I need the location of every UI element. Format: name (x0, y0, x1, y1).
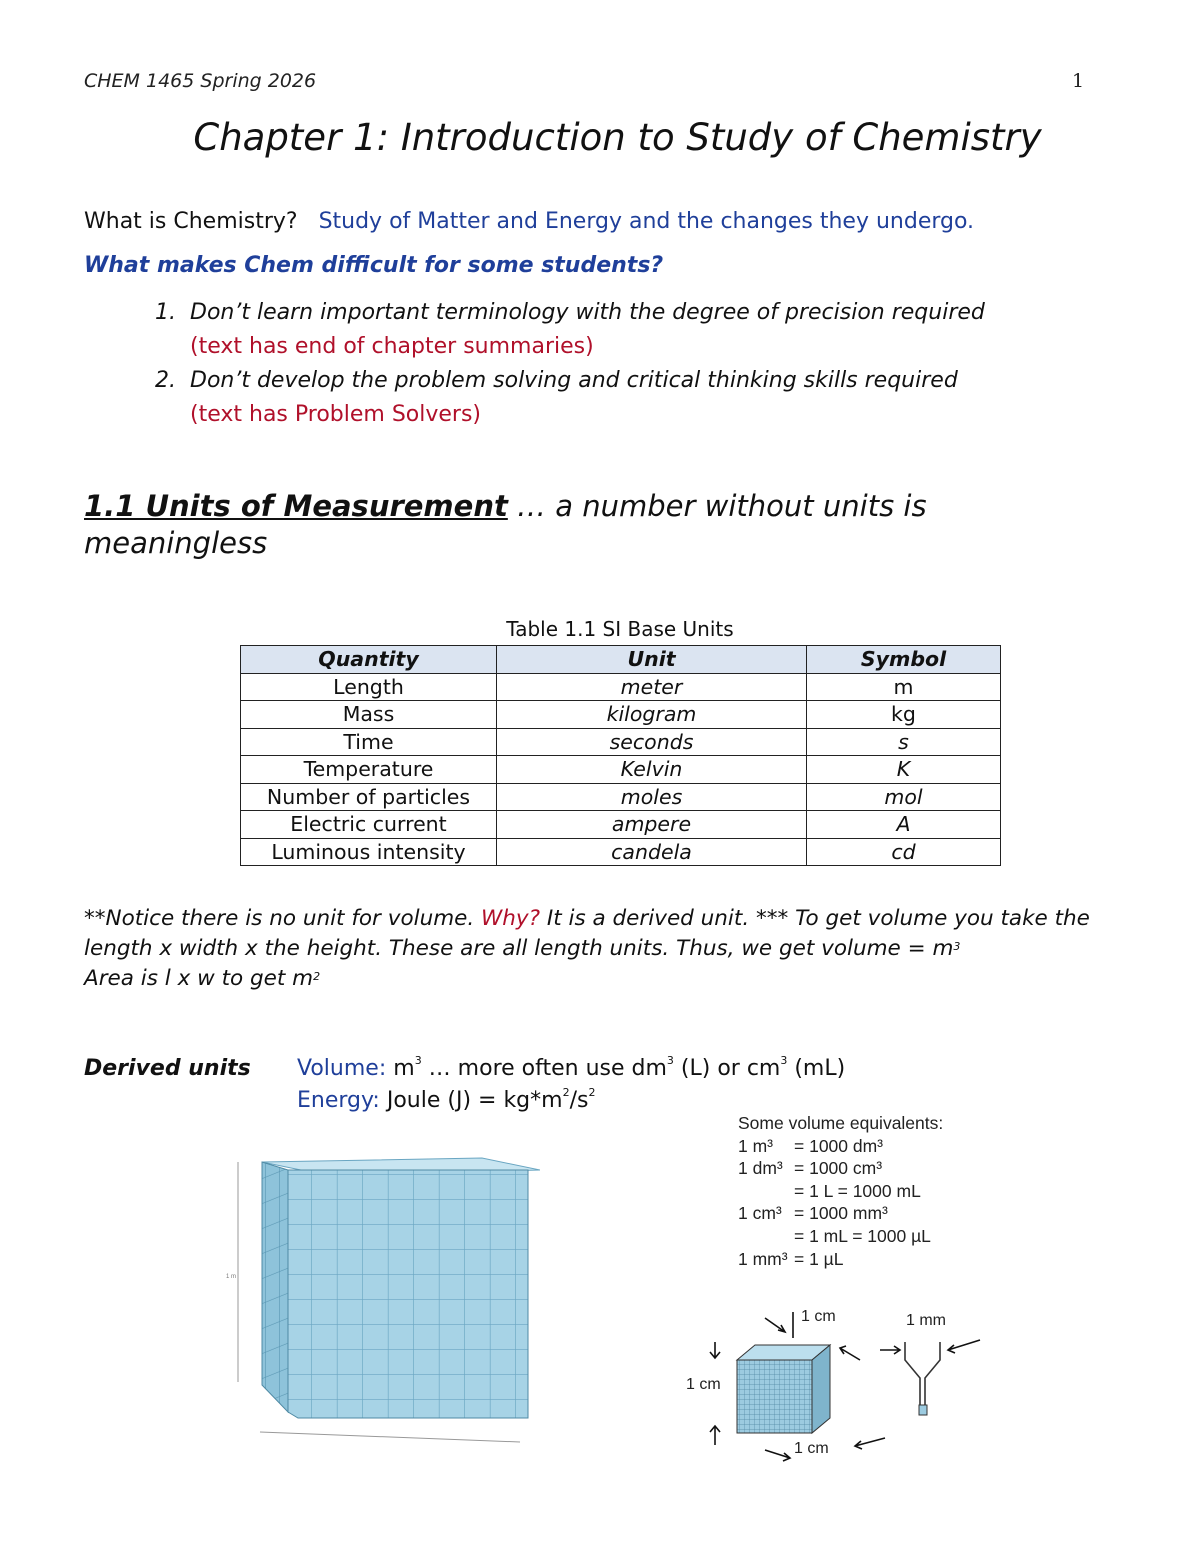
table-cell: ampere (497, 811, 807, 839)
list-item (738, 1180, 943, 1203)
energy-line (297, 1088, 595, 1113)
volume-line (297, 1056, 845, 1081)
list-item (738, 1157, 943, 1180)
column-header: Quantity (241, 646, 497, 674)
exponent: 3 (780, 1054, 788, 1067)
chemistry-definition (84, 209, 974, 234)
volume-text: m (386, 1056, 415, 1081)
table-cell: seconds (497, 728, 807, 756)
difficulty-question: What makes Chem difficult for some students? (84, 253, 664, 278)
list-item-note: (text has end of chapter summaries) (190, 334, 594, 359)
chemistry-question: What is Chemistry? (84, 209, 298, 234)
list-number: 2. (155, 368, 176, 393)
table-cell: kilogram (497, 701, 807, 729)
list-item-text: Don’t learn important terminology with the degree of precision required (190, 300, 985, 325)
table-cell: Electric current (241, 811, 497, 839)
table-cell: mol (807, 783, 1001, 811)
equiv-right: = 1 µL (794, 1248, 844, 1269)
list-item (738, 1135, 943, 1158)
notice-text: It is a derived unit. *** To get volume you take the length x width x the height. These are all length units. Thus, we get volume = m (84, 906, 1090, 961)
list-item-text: Don’t develop the problem solving and critical thinking skills required (190, 368, 958, 393)
list-item (155, 364, 1145, 432)
table-cell: Kelvin (497, 756, 807, 784)
exponent: 2 (588, 1086, 596, 1099)
table-header-row (241, 646, 1001, 674)
equiv-right: = 1000 cm³ (794, 1158, 883, 1179)
list-item (738, 1225, 943, 1248)
list-item-note: (text has Problem Solvers) (190, 402, 481, 427)
equiv-left: 1 mm³ (738, 1248, 788, 1269)
energy-text: Joule (J) = kg*m (379, 1088, 563, 1113)
list-item (738, 1248, 943, 1271)
volume-equivalents (738, 1112, 943, 1270)
volume-text: (mL) (787, 1056, 846, 1081)
volume-notice (84, 904, 1144, 994)
list-number: 1. (155, 300, 176, 325)
list-item (155, 296, 1145, 364)
table-cell: meter (497, 673, 807, 701)
volume-label: Volume: (297, 1056, 387, 1081)
column-header: Unit (497, 646, 807, 674)
table-cell: Time (241, 728, 497, 756)
exponent: 3 (414, 1054, 422, 1067)
notice-text: **Notice there is no unit for volume. (84, 906, 482, 931)
cube-width-label: 1 cm (794, 1440, 829, 1457)
tiny-label: 1 m (226, 1274, 237, 1280)
table-cell: s (807, 728, 1001, 756)
table-row (241, 728, 1001, 756)
table-cell: Temperature (241, 756, 497, 784)
exponent: 3 (953, 940, 961, 953)
equiv-left: 1 m³ (738, 1135, 773, 1156)
table-cell: K (807, 756, 1001, 784)
table-row (241, 838, 1001, 866)
table-cell: Length (241, 673, 497, 701)
table-cell: moles (497, 783, 807, 811)
table-row (241, 756, 1001, 784)
cubic-centimeter-illustration (680, 1300, 1000, 1470)
table-cell: candela (497, 838, 807, 866)
equiv-right: = 1000 mm³ (794, 1203, 888, 1224)
section-tagline: … a number without units is meaningless (84, 489, 927, 560)
volume-text: … more often use dm (421, 1056, 667, 1081)
chapter-title: Chapter 1: Introduction to Study of Chemistry (193, 116, 1042, 159)
course-header: CHEM 1465 Spring 2026 (84, 70, 317, 92)
equiv-right: = 1000 dm³ (794, 1135, 884, 1156)
table-cell: Number of particles (241, 783, 497, 811)
table-row (241, 783, 1001, 811)
exponent: 2 (313, 970, 321, 983)
list-item (738, 1202, 943, 1225)
equiv-left: 1 dm³ (738, 1158, 783, 1179)
difficulty-list (155, 296, 1145, 432)
table-row (241, 811, 1001, 839)
table-row (241, 673, 1001, 701)
equiv-right: = 1 mL = 1000 µL (794, 1225, 931, 1246)
derived-units-label: Derived units (84, 1056, 251, 1081)
energy-label: Energy: (297, 1088, 380, 1113)
table-caption: Table 1.1 SI Base Units (506, 617, 734, 641)
equiv-left: 1 cm³ (738, 1203, 782, 1224)
table-cell: A (807, 811, 1001, 839)
exponent: 2 (562, 1086, 570, 1099)
equiv-right: = 1 L = 1000 mL (794, 1180, 921, 1201)
mm-label: 1 mm (906, 1312, 946, 1329)
column-header: Symbol (807, 646, 1001, 674)
area-note: Area is l x w to get m (84, 966, 314, 991)
chemistry-answer: Study of Matter and Energy and the changes they undergo. (318, 209, 975, 234)
cube-depth-label: 1 cm (801, 1308, 836, 1325)
cube-height-label: 1 cm (686, 1376, 721, 1393)
table-cell: m (807, 673, 1001, 701)
exponent: 3 (666, 1054, 674, 1067)
table-cell: kg (807, 701, 1001, 729)
table-cell: Mass (241, 701, 497, 729)
table-cell: cd (807, 838, 1001, 866)
energy-text: /s (569, 1088, 589, 1113)
table-row (241, 701, 1001, 729)
notice-why: Why? (481, 906, 541, 931)
volume-text: (L) or cm (673, 1056, 781, 1081)
cubic-meter-illustration (210, 1150, 540, 1450)
si-base-units-table (240, 645, 1001, 866)
section-heading (84, 488, 1094, 562)
table-cell: Luminous intensity (241, 838, 497, 866)
section-title: 1.1 Units of Measurement (84, 489, 508, 523)
page-number: 1 (1072, 70, 1085, 92)
equivalents-title: Some volume equivalents: (738, 1113, 944, 1133)
